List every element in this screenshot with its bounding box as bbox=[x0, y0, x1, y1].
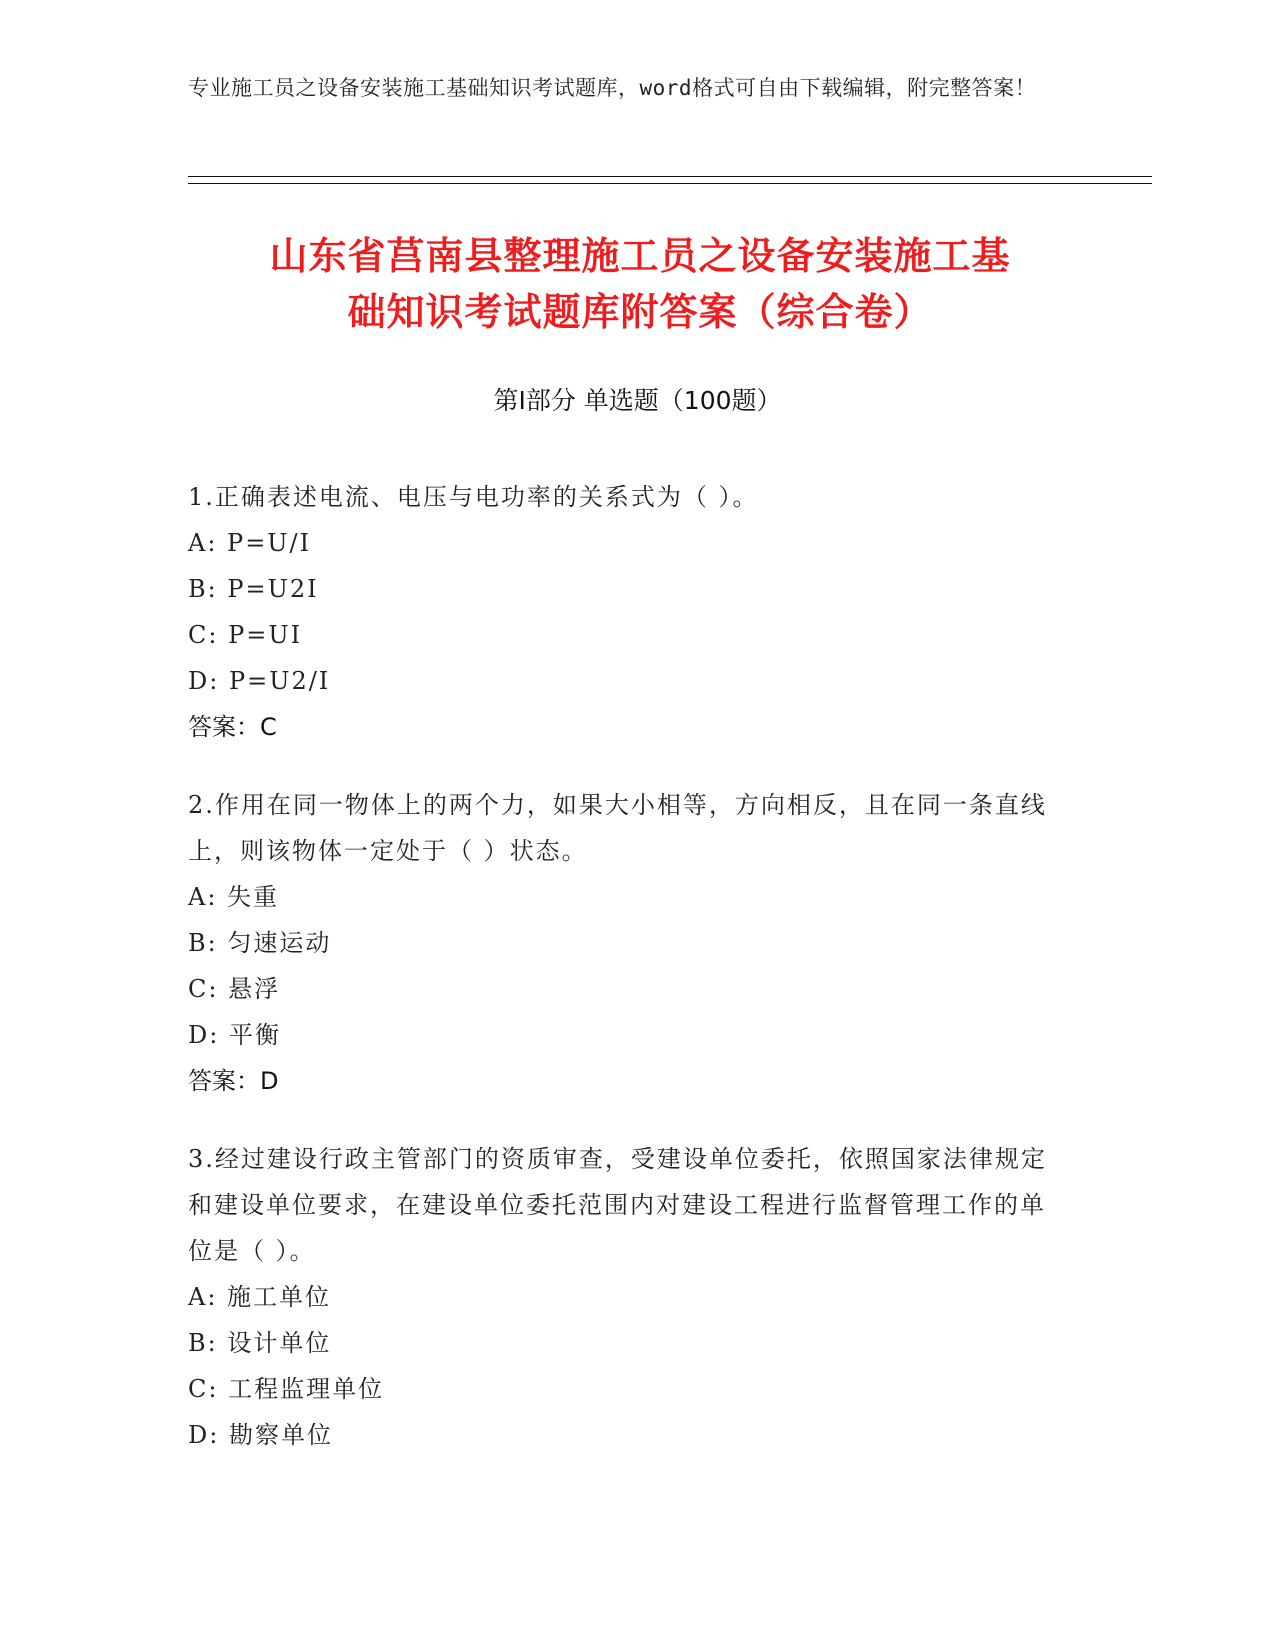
option-d: D: P=U2/I bbox=[188, 667, 331, 695]
question-2 bbox=[188, 782, 1068, 1104]
option-d: D: 平衡 bbox=[188, 1021, 281, 1049]
header-note: 专业施工员之设备安装施工基础知识考试题库，word格式可自由下载编辑，附完整答案！ bbox=[188, 76, 1037, 100]
option-b: B: P=U2I bbox=[188, 575, 319, 603]
header-divider-bottom bbox=[188, 183, 1152, 184]
document-title bbox=[190, 228, 1090, 340]
answer-line: 答案：C bbox=[188, 713, 277, 741]
option-d: D: 勘察单位 bbox=[188, 1421, 333, 1449]
answer-line: 答案：D bbox=[188, 1067, 279, 1095]
question-1 bbox=[188, 474, 1068, 750]
question-list bbox=[188, 474, 1068, 1490]
document-title-line-1: 山东省莒南县整理施工员之设备安装施工基 bbox=[269, 234, 1011, 278]
header-divider-top bbox=[188, 176, 1152, 177]
option-c: C: 悬浮 bbox=[188, 975, 281, 1003]
question-stem: 1.正确表述电流、电压与电功率的关系式为（ ）。 bbox=[188, 483, 759, 511]
option-b: B: 匀速运动 bbox=[188, 929, 332, 957]
question-stem: 2.作用在同一物体上的两个力，如果大小相等，方向相反，且在同一条直线上，则该物体一定处于（ ）状态。 bbox=[188, 791, 1047, 865]
section-heading: 第Ⅰ部分 单选题（100题） bbox=[493, 386, 782, 415]
question-3 bbox=[188, 1136, 1068, 1458]
option-a: A: P=U/I bbox=[188, 529, 312, 557]
option-b: B: 设计单位 bbox=[188, 1329, 332, 1357]
option-c: C: 工程监理单位 bbox=[188, 1375, 385, 1403]
document-title-line-2: 础知识考试题库附答案（综合卷） bbox=[347, 290, 933, 334]
option-c: C: P=UI bbox=[188, 621, 303, 649]
question-stem: 3.经过建设行政主管部门的资质审查，受建设单位委托，依照国家法律规定和建设单位要求，在建设单位委托范围内对建设工程进行监督管理工作的单位是（ ）。 bbox=[188, 1145, 1047, 1265]
option-a: A: 失重 bbox=[188, 883, 280, 911]
option-a: A: 施工单位 bbox=[188, 1283, 332, 1311]
